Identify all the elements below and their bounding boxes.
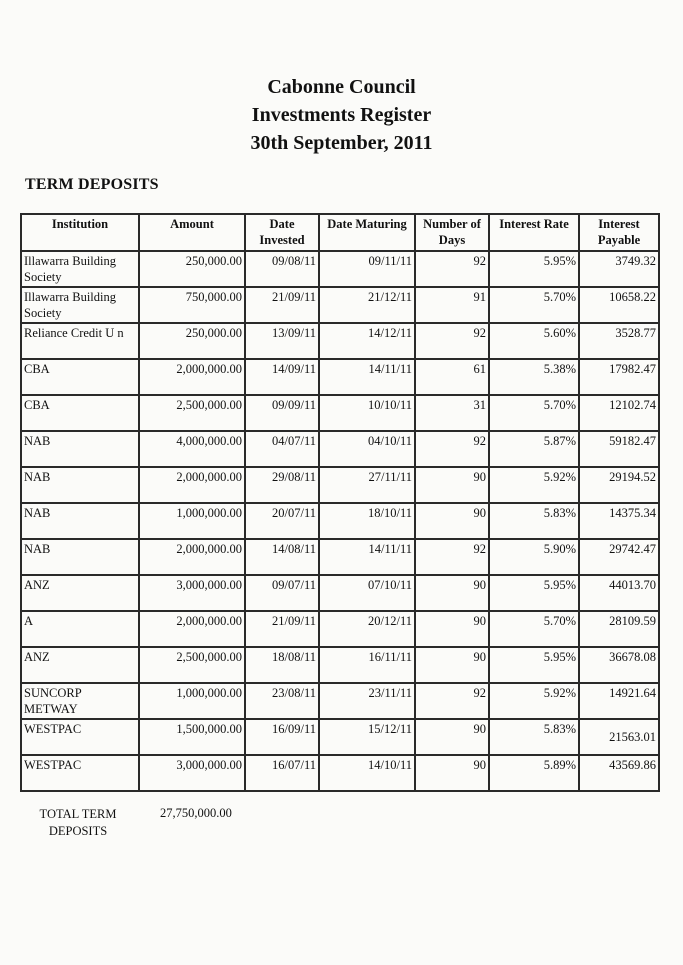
cell-days: 90 [415, 611, 489, 647]
cell-maturing: 07/10/11 [319, 575, 415, 611]
cell-payable: 3528.77 [579, 323, 659, 359]
table-row [21, 287, 659, 323]
cell-institution: CBA [21, 359, 139, 395]
cell-invested: 14/09/11 [245, 359, 319, 395]
cell-days: 92 [415, 431, 489, 467]
cell-payable: 21563.01 [579, 719, 659, 755]
cell-rate: 5.90% [489, 539, 579, 575]
table-row [21, 539, 659, 575]
cell-institution: NAB [21, 503, 139, 539]
title-register: Investments Register [251, 104, 432, 126]
cell-institution: Illawarra Building Society [21, 251, 139, 287]
cell-days: 92 [415, 683, 489, 719]
cell-days: 91 [415, 287, 489, 323]
cell-invested: 16/09/11 [245, 719, 319, 755]
cell-invested: 13/09/11 [245, 323, 319, 359]
cell-institution: NAB [21, 431, 139, 467]
cell-invested: 16/07/11 [245, 755, 319, 791]
cell-days: 90 [415, 719, 489, 755]
cell-maturing: 15/12/11 [319, 719, 415, 755]
cell-rate: 5.89% [489, 755, 579, 791]
col-date-invested: Date Invested [245, 214, 319, 251]
cell-days: 61 [415, 359, 489, 395]
cell-payable: 36678.08 [579, 647, 659, 683]
cell-rate: 5.83% [489, 719, 579, 755]
cell-institution: Illawarra Building Society [21, 287, 139, 323]
cell-institution: ANZ [21, 647, 139, 683]
title-date: 30th September, 2011 [250, 132, 433, 154]
cell-amount: 2,000,000.00 [139, 539, 245, 575]
cell-payable: 3749.32 [579, 251, 659, 287]
cell-maturing: 23/11/11 [319, 683, 415, 719]
cell-payable: 29742.47 [579, 539, 659, 575]
term-deposits-table [20, 213, 660, 792]
cell-rate: 5.95% [489, 575, 579, 611]
cell-institution: NAB [21, 467, 139, 503]
cell-amount: 2,000,000.00 [139, 359, 245, 395]
cell-amount: 2,500,000.00 [139, 395, 245, 431]
cell-days: 92 [415, 539, 489, 575]
cell-invested: 14/08/11 [245, 539, 319, 575]
cell-days: 90 [415, 755, 489, 791]
cell-payable: 14921.64 [579, 683, 659, 719]
cell-rate: 5.70% [489, 611, 579, 647]
cell-invested: 29/08/11 [245, 467, 319, 503]
cell-institution: SUNCORP METWAY [21, 683, 139, 719]
table-row [21, 683, 659, 719]
cell-days: 92 [415, 251, 489, 287]
cell-invested: 18/08/11 [245, 647, 319, 683]
cell-invested: 21/09/11 [245, 287, 319, 323]
cell-maturing: 21/12/11 [319, 287, 415, 323]
cell-maturing: 09/11/11 [319, 251, 415, 287]
col-days: Number of Days [415, 214, 489, 251]
cell-amount: 250,000.00 [139, 323, 245, 359]
cell-invested: 09/08/11 [245, 251, 319, 287]
cell-payable: 44013.70 [579, 575, 659, 611]
cell-rate: 5.87% [489, 431, 579, 467]
table-row [21, 755, 659, 791]
cell-maturing: 10/10/11 [319, 395, 415, 431]
table-row [21, 647, 659, 683]
cell-maturing: 14/12/11 [319, 323, 415, 359]
col-institution: Institution [21, 214, 139, 251]
col-payable: Interest Payable [579, 214, 659, 251]
cell-rate: 5.92% [489, 467, 579, 503]
cell-institution: CBA [21, 395, 139, 431]
table-row [21, 467, 659, 503]
cell-amount: 1,500,000.00 [139, 719, 245, 755]
col-amount: Amount [139, 214, 245, 251]
cell-rate: 5.92% [489, 683, 579, 719]
table-row [21, 395, 659, 431]
cell-rate: 5.60% [489, 323, 579, 359]
table-row [21, 611, 659, 647]
table-row [21, 251, 659, 287]
total-value: 27,750,000.00 [160, 806, 232, 820]
cell-invested: 21/09/11 [245, 611, 319, 647]
cell-days: 90 [415, 647, 489, 683]
cell-institution: NAB [21, 539, 139, 575]
cell-amount: 3,000,000.00 [139, 755, 245, 791]
table-row [21, 431, 659, 467]
cell-amount: 2,500,000.00 [139, 647, 245, 683]
cell-maturing: 04/10/11 [319, 431, 415, 467]
cell-amount: 250,000.00 [139, 251, 245, 287]
col-rate: Interest Rate [489, 214, 579, 251]
cell-amount: 2,000,000.00 [139, 467, 245, 503]
cell-rate: 5.70% [489, 287, 579, 323]
cell-invested: 09/07/11 [245, 575, 319, 611]
cell-payable: 12102.74 [579, 395, 659, 431]
cell-amount: 750,000.00 [139, 287, 245, 323]
table-row [21, 503, 659, 539]
cell-maturing: 20/12/11 [319, 611, 415, 647]
cell-invested: 20/07/11 [245, 503, 319, 539]
cell-payable: 17982.47 [579, 359, 659, 395]
cell-rate: 5.38% [489, 359, 579, 395]
cell-rate: 5.70% [489, 395, 579, 431]
cell-rate: 5.95% [489, 251, 579, 287]
cell-maturing: 16/11/11 [319, 647, 415, 683]
cell-maturing: 27/11/11 [319, 467, 415, 503]
cell-invested: 09/09/11 [245, 395, 319, 431]
cell-maturing: 14/11/11 [319, 359, 415, 395]
header-row [21, 214, 659, 251]
cell-institution: A [21, 611, 139, 647]
cell-payable: 43569.86 [579, 755, 659, 791]
cell-rate: 5.95% [489, 647, 579, 683]
cell-payable: 14375.34 [579, 503, 659, 539]
cell-payable: 29194.52 [579, 467, 659, 503]
title-council: Cabonne Council [267, 76, 416, 98]
section-title: TERM DEPOSITS [25, 176, 159, 193]
cell-institution: Reliance Credit U n [21, 323, 139, 359]
cell-days: 90 [415, 467, 489, 503]
cell-amount: 4,000,000.00 [139, 431, 245, 467]
cell-days: 31 [415, 395, 489, 431]
cell-rate: 5.83% [489, 503, 579, 539]
table-row [21, 575, 659, 611]
cell-maturing: 14/11/11 [319, 539, 415, 575]
cell-payable: 10658.22 [579, 287, 659, 323]
cell-invested: 04/07/11 [245, 431, 319, 467]
cell-amount: 1,000,000.00 [139, 503, 245, 539]
cell-institution: ANZ [21, 575, 139, 611]
cell-payable: 59182.47 [579, 431, 659, 467]
cell-amount: 3,000,000.00 [139, 575, 245, 611]
cell-days: 92 [415, 323, 489, 359]
cell-institution: WESTPAC [21, 755, 139, 791]
cell-payable: 28109.59 [579, 611, 659, 647]
col-date-maturing: Date Maturing [319, 214, 415, 251]
cell-maturing: 18/10/11 [319, 503, 415, 539]
table-row [21, 323, 659, 359]
cell-days: 90 [415, 575, 489, 611]
cell-maturing: 14/10/11 [319, 755, 415, 791]
table-row [21, 359, 659, 395]
cell-amount: 2,000,000.00 [139, 611, 245, 647]
cell-invested: 23/08/11 [245, 683, 319, 719]
total-label: TOTAL TERM DEPOSITS [39, 807, 117, 838]
cell-institution: WESTPAC [21, 719, 139, 755]
cell-days: 90 [415, 503, 489, 539]
table-row [21, 719, 659, 755]
cell-amount: 1,000,000.00 [139, 683, 245, 719]
